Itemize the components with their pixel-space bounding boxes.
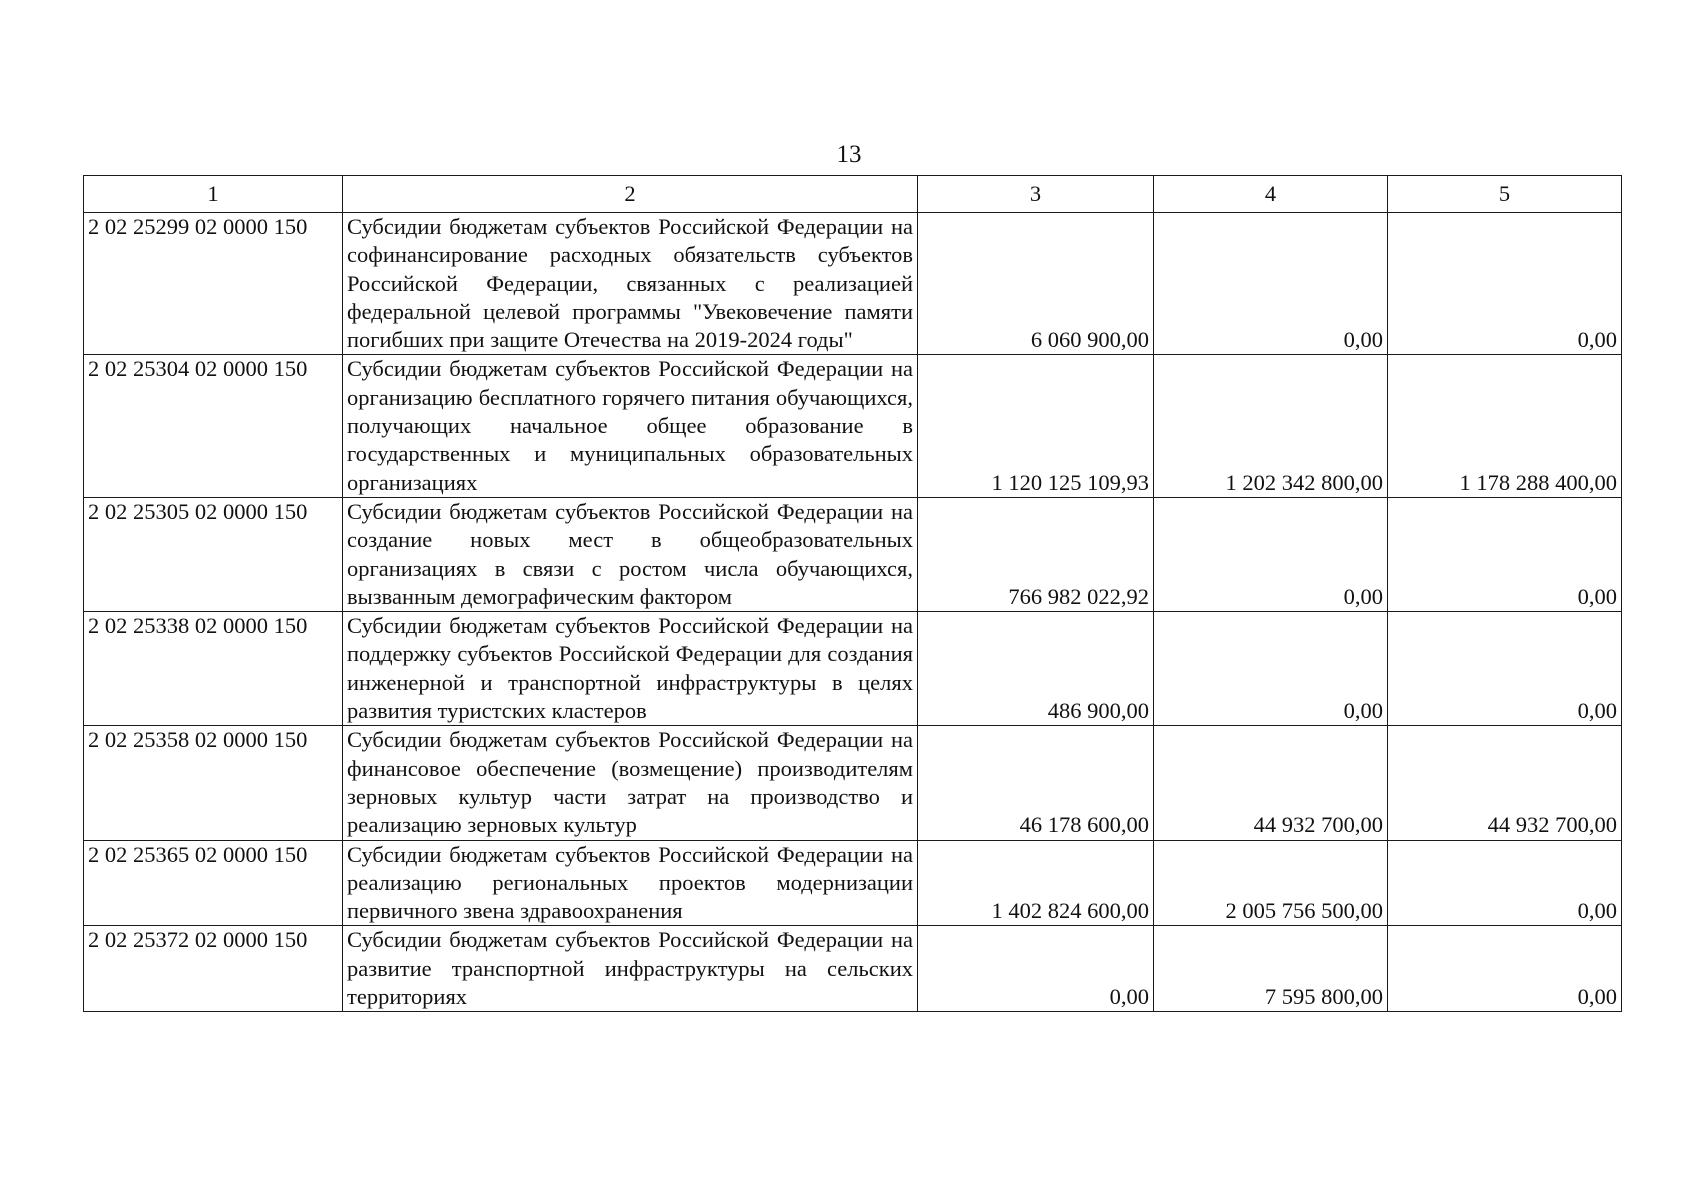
row-description: Субсидии бюджетам субъектов Российской Федерации на развитие транспортной инфраструктуры на сельских территориях bbox=[343, 926, 918, 1012]
row-value-col5: 0,00 bbox=[1388, 612, 1622, 726]
row-value-col4: 0,00 bbox=[1154, 213, 1388, 355]
column-header-1: 1 bbox=[84, 176, 343, 213]
row-value-col3: 46 178 600,00 bbox=[918, 726, 1154, 840]
row-value-col5: 0,00 bbox=[1388, 840, 1622, 926]
column-header-3: 3 bbox=[918, 176, 1154, 213]
row-value-col4: 7 595 800,00 bbox=[1154, 926, 1388, 1012]
table-row bbox=[84, 726, 1622, 840]
column-header-2: 2 bbox=[343, 176, 918, 213]
row-description: Субсидии бюджетам субъектов Российской Федерации на поддержку субъектов Российской Федерации для создания инженерной и транспортной инфраструктуры в целях развития туристских кластеров bbox=[343, 612, 918, 726]
row-value-col3: 1 120 125 109,93 bbox=[918, 355, 1154, 497]
budget-table bbox=[83, 175, 1622, 1012]
column-header-4: 4 bbox=[1154, 176, 1388, 213]
row-value-col3: 766 982 022,92 bbox=[918, 497, 1154, 611]
row-code: 2 02 25299 02 0000 150 bbox=[84, 213, 343, 355]
row-description: Субсидии бюджетам субъектов Российской Федерации на финансовое обеспечение (возмещение) производителям зерновых культур части затрат на производство и реализацию зерновых культур bbox=[343, 726, 918, 840]
table-row bbox=[84, 355, 1622, 497]
row-code: 2 02 25304 02 0000 150 bbox=[84, 355, 343, 497]
row-description: Субсидии бюджетам субъектов Российской Федерации на создание новых мест в общеобразовательных организациях в связи с ростом числа обучающихся, вызванным демографическим фактором bbox=[343, 497, 918, 611]
table-header bbox=[84, 176, 1622, 213]
row-value-col3: 0,00 bbox=[918, 926, 1154, 1012]
row-value-col5: 0,00 bbox=[1388, 213, 1622, 355]
table-row bbox=[84, 612, 1622, 726]
row-code: 2 02 25305 02 0000 150 bbox=[84, 497, 343, 611]
row-code: 2 02 25372 02 0000 150 bbox=[84, 926, 343, 1012]
row-code: 2 02 25365 02 0000 150 bbox=[84, 840, 343, 926]
row-value-col4: 44 932 700,00 bbox=[1154, 726, 1388, 840]
row-value-col5: 0,00 bbox=[1388, 497, 1622, 611]
row-value-col5: 44 932 700,00 bbox=[1388, 726, 1622, 840]
table-row bbox=[84, 840, 1622, 926]
column-header-5: 5 bbox=[1388, 176, 1622, 213]
table-row bbox=[84, 213, 1622, 355]
row-value-col3: 486 900,00 bbox=[918, 612, 1154, 726]
row-value-col4: 0,00 bbox=[1154, 612, 1388, 726]
row-value-col5: 1 178 288 400,00 bbox=[1388, 355, 1622, 497]
row-value-col4: 1 202 342 800,00 bbox=[1154, 355, 1388, 497]
table-body bbox=[84, 213, 1622, 1012]
row-description: Субсидии бюджетам субъектов Российской Федерации на реализацию региональных проектов модернизации первичного звена здравоохранения bbox=[343, 840, 918, 926]
row-code: 2 02 25338 02 0000 150 bbox=[84, 612, 343, 726]
row-value-col4: 2 005 756 500,00 bbox=[1154, 840, 1388, 926]
table-row bbox=[84, 926, 1622, 1012]
row-value-col5: 0,00 bbox=[1388, 926, 1622, 1012]
table-row bbox=[84, 497, 1622, 611]
row-description: Субсидии бюджетам субъектов Российской Федерации на софинансирование расходных обязательств субъектов Российской Федерации, связанных с реализацией федеральной целевой программы "Увековечение памяти погибших при защите Отечества на 2019-2024 годы" bbox=[343, 213, 918, 355]
header-row bbox=[84, 176, 1622, 213]
row-code: 2 02 25358 02 0000 150 bbox=[84, 726, 343, 840]
page-number: 13 bbox=[836, 141, 862, 168]
row-description: Субсидии бюджетам субъектов Российской Федерации на организацию бесплатного горячего питания обучающихся, получающих начальное общее образование в государственных и муниципальных образовательных организациях bbox=[343, 355, 918, 497]
row-value-col3: 1 402 824 600,00 bbox=[918, 840, 1154, 926]
row-value-col4: 0,00 bbox=[1154, 497, 1388, 611]
row-value-col3: 6 060 900,00 bbox=[918, 213, 1154, 355]
